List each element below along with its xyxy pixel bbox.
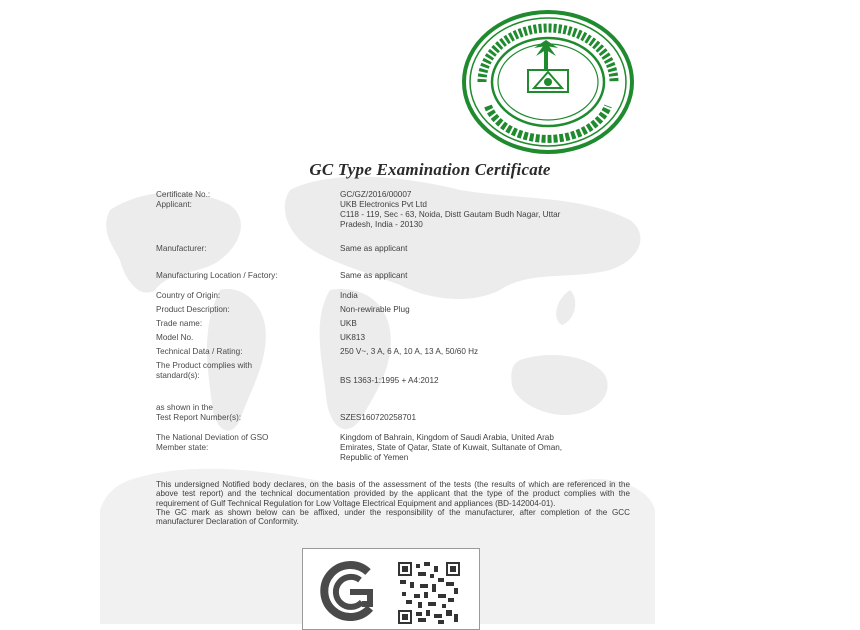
- applicant-label: Applicant:: [156, 200, 192, 209]
- test-report-value: SZES160720258701: [340, 413, 417, 422]
- trade-name-label: Trade name:: [156, 319, 203, 328]
- standards-value: BS 1363-1:1995 + A4:2012: [340, 376, 439, 385]
- declaration-paragraph-2: The GC mark as shown below can be affixed, under the responsibility of the manufacturer, after completion of the GCC manufacturer Declaration of Conformity.: [156, 507, 630, 527]
- gso-seal-logo: [460, 8, 636, 156]
- national-deviation-value-line3: Republic of Yemen: [340, 453, 409, 462]
- national-deviation-label-line2: Member state:: [156, 443, 209, 452]
- manufacturing-location-value: Same as applicant: [340, 271, 408, 280]
- certificate-title: GC Type Examination Certificate: [309, 160, 551, 179]
- model-no-value: UK813: [340, 333, 366, 342]
- country-of-origin-value: India: [340, 291, 358, 300]
- manufacturing-location-label: Manufacturing Location / Factory:: [156, 271, 278, 280]
- technical-data-label: Technical Data / Rating:: [156, 347, 243, 356]
- gc-mark-logo-icon: [316, 558, 382, 624]
- applicant-address-line2: Pradesh, India - 20130: [340, 220, 423, 229]
- certificate-no-value: GC/GZ/2016/00007: [340, 190, 412, 199]
- national-deviation-label-line1: The National Deviation of GSO: [156, 433, 269, 442]
- declaration-paragraph-1: This undersigned Notified body declares, on the basis of the assessment of the tests (the results of which are referenced in the above test report) and the technical documentation provided by the applicant that the type of the product complies with the requirement of Gulf Technical Regulation for Low Voltage Electrical Equipment and appliances (BD-142004-01).: [156, 480, 630, 508]
- country-of-origin-label: Country of Origin:: [156, 291, 221, 300]
- technical-data-value: 250 V~, 3 A, 6 A, 10 A, 13 A, 50/60 Hz: [340, 347, 479, 356]
- trade-name-value: UKB: [340, 319, 357, 328]
- declaration-text: [156, 480, 630, 526]
- standards-label-line1: The Product complies with: [156, 361, 253, 370]
- certificate-no-label: Certificate No.:: [156, 190, 211, 199]
- applicant-address-line1: C118 - 119, Sec - 63, Noida, Distt Gautam Budh Nagar, Uttar: [340, 210, 561, 219]
- standards-label-line2: standard(s):: [156, 371, 200, 380]
- qr-code-icon: [398, 562, 460, 624]
- product-description-label: Product Description:: [156, 305, 230, 314]
- applicant-value: UKB Electronics Pvt Ltd: [340, 200, 427, 209]
- manufacturer-value: Same as applicant: [340, 244, 408, 253]
- national-deviation-value-line1: Kingdom of Bahrain, Kingdom of Saudi Arabia, United Arab: [340, 433, 554, 442]
- model-no-label: Model No.: [156, 333, 194, 342]
- test-report-label-line2: Test Report Number(s):: [156, 413, 242, 422]
- manufacturer-label: Manufacturer:: [156, 244, 207, 253]
- national-deviation-value-line2: Emirates, State of Qatar, State of Kuwait, Sultanate of Oman,: [340, 443, 563, 452]
- product-description-value: Non-rewirable Plug: [340, 305, 410, 314]
- test-report-label-line1: as shown in the: [156, 403, 213, 412]
